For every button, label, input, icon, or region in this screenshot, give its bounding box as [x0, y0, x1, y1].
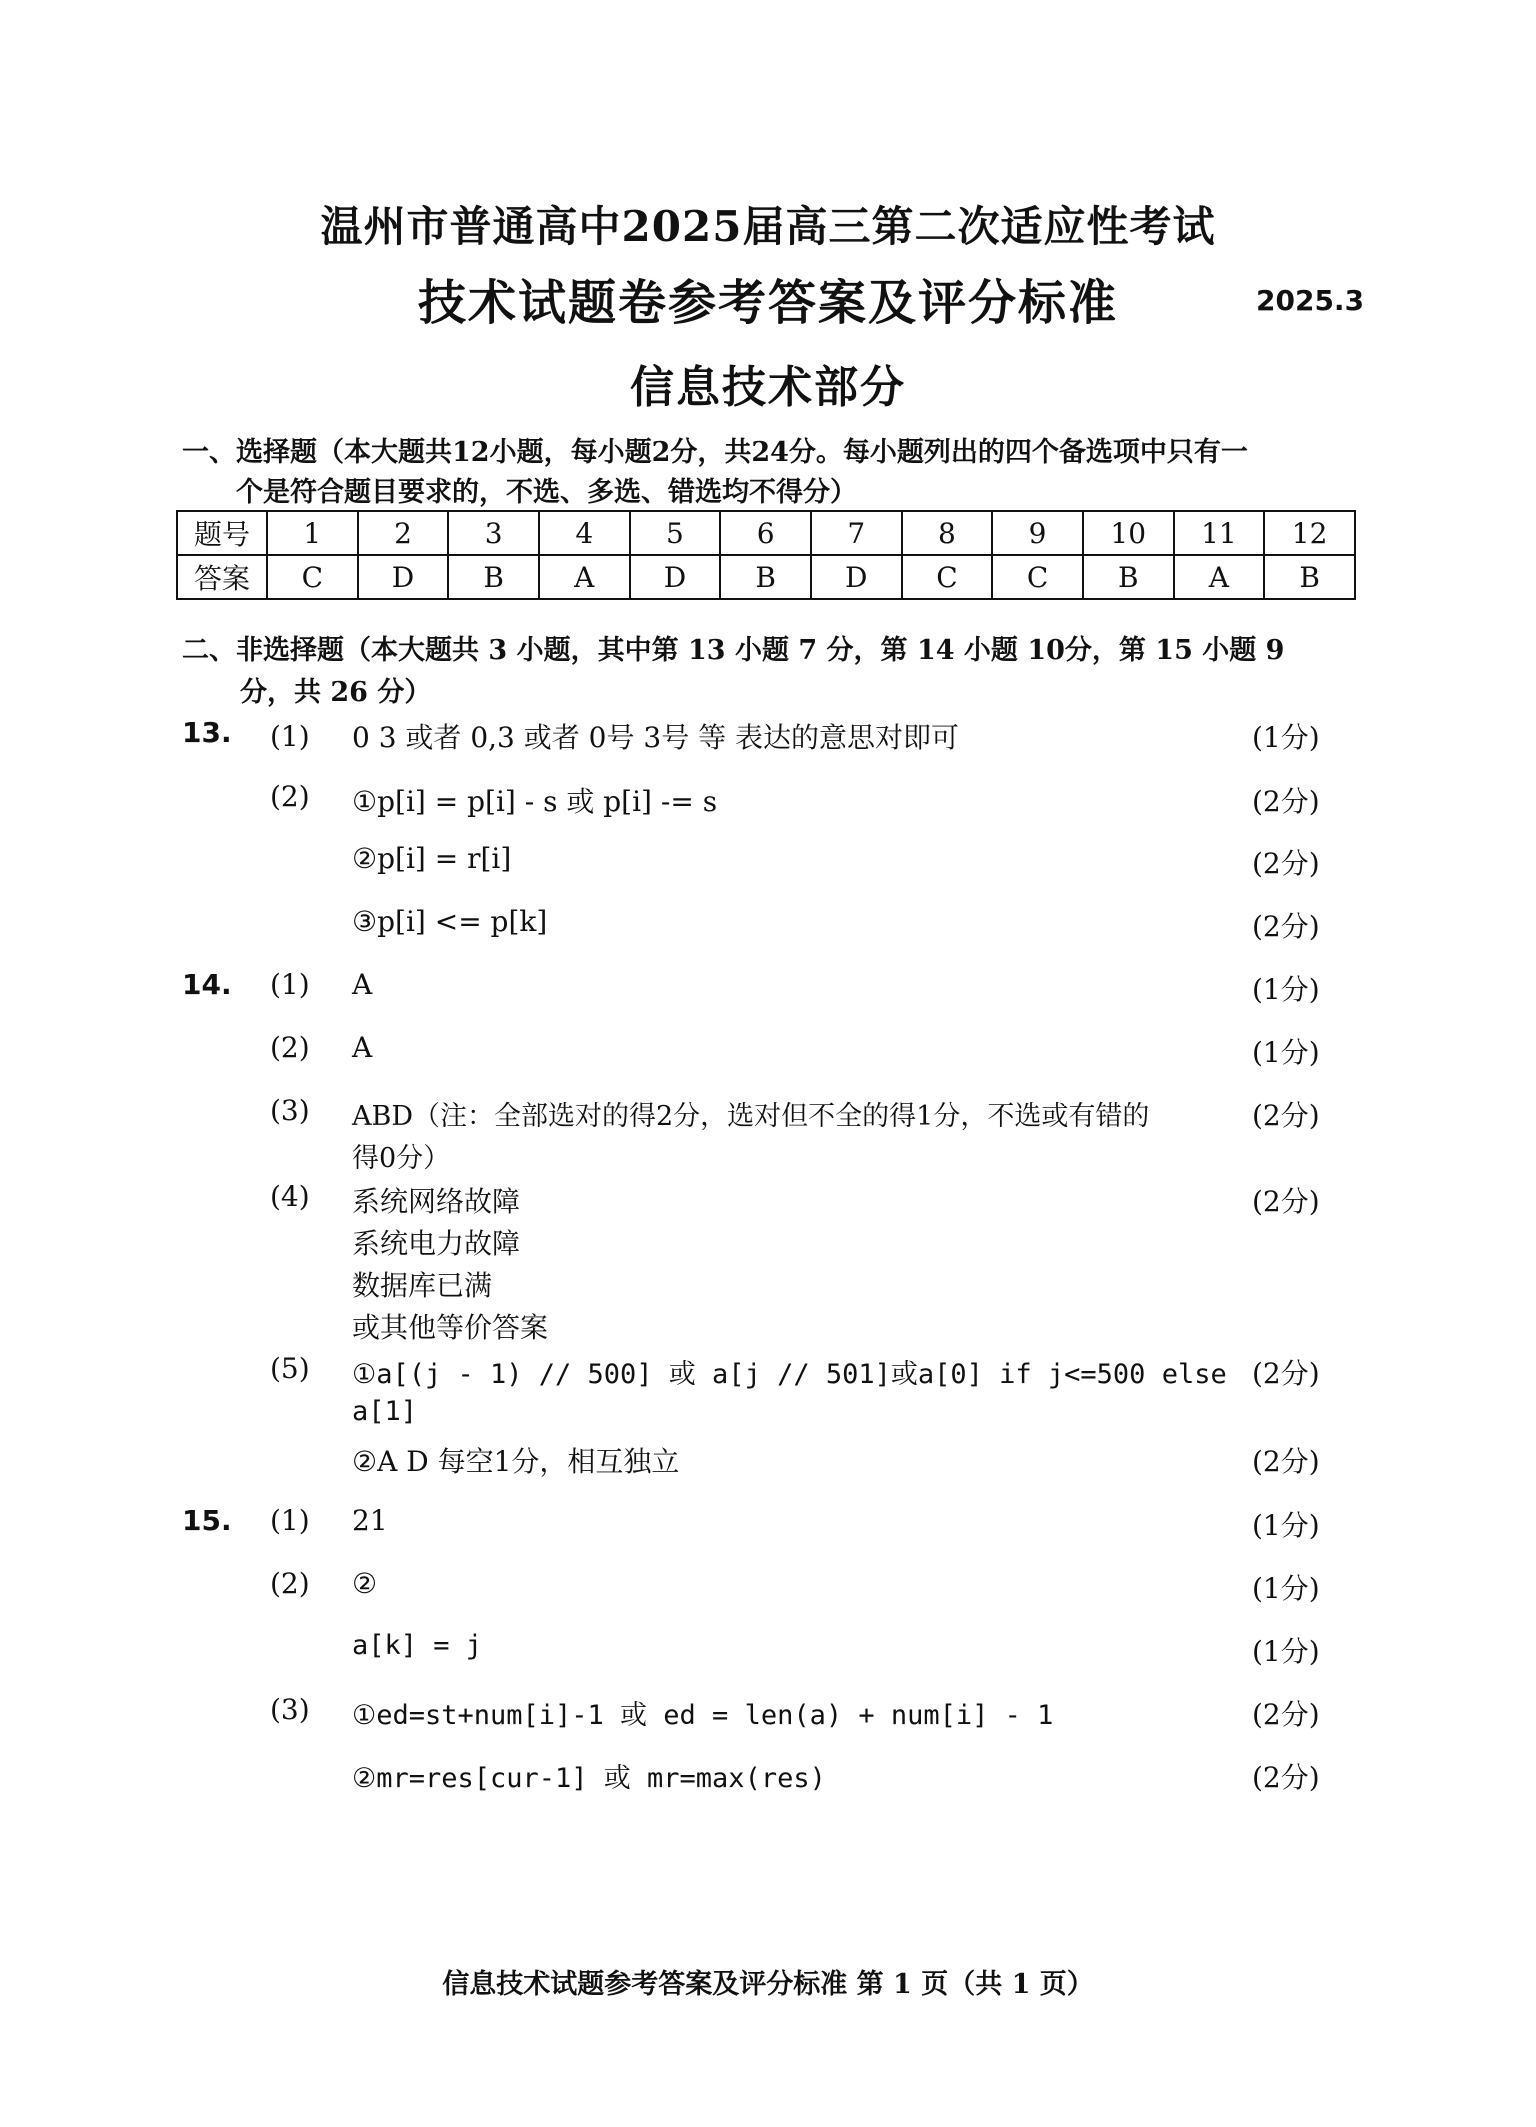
answer-text: ②p[i] = r[i]: [352, 842, 512, 875]
answer-line: 数据库已满: [352, 1269, 493, 1302]
table-cell: 8: [902, 511, 993, 555]
answer-text: ②: [352, 1567, 378, 1600]
answer-text: a[k] = j: [352, 1630, 483, 1661]
row-label-answer: 答案: [177, 555, 267, 599]
score: (2分): [1252, 847, 1320, 880]
section1-heading: 一、选择题（本大题共12小题，每小题2分，共24分。每小题列出的四个备选项中只有一: [182, 437, 1248, 468]
table-cell: 7: [811, 511, 902, 555]
section1-heading-cont: 个是符合题目要求的，不选、多选、错选均不得分）: [236, 477, 857, 508]
answer-text-cont: 得0分）: [352, 1143, 451, 1174]
score: (2分): [1252, 910, 1320, 943]
answer-line: 系统电力故障: [352, 1227, 521, 1260]
score: (2分): [1252, 1698, 1320, 1731]
section2-heading-cont: 分，共 26 分）: [240, 677, 432, 708]
table-cell: D: [358, 555, 449, 599]
table-cell: B: [448, 555, 539, 599]
answer-text: 0 3 或者 0,3 或者 0号 3号 等 表达的意思对即可: [352, 721, 959, 754]
answer-table: [176, 510, 1356, 600]
table-cell: 2: [358, 511, 449, 555]
answer-text: ③p[i] <= p[k]: [352, 905, 548, 938]
table-cell: 6: [720, 511, 811, 555]
document-title: 技术试题卷参考答案及评分标准: [417, 275, 1118, 331]
table-cell: A: [1174, 555, 1265, 599]
sub-label: (1): [270, 968, 310, 1001]
score: (2分): [1252, 1445, 1320, 1478]
score: (1分): [1252, 1509, 1320, 1542]
table-cell: 3: [448, 511, 539, 555]
exam-title: 温州市普通高中2025届高三第二次适应性考试: [320, 202, 1216, 251]
table-cell: C: [267, 555, 358, 599]
sub-label: (3): [270, 1094, 310, 1127]
table-cell: 11: [1174, 511, 1265, 555]
sub-label: (1): [270, 1504, 310, 1537]
table-cell: 12: [1264, 511, 1355, 555]
table-cell: 4: [539, 511, 630, 555]
answer-text: A: [352, 968, 373, 1001]
score: (2分): [1252, 1099, 1320, 1132]
sub-label: (3): [270, 1693, 310, 1726]
answer-text: ①p[i] = p[i] - s 或 p[i] -= s: [352, 785, 718, 818]
page-footer: 信息技术试题参考答案及评分标准 第 1 页（共 1 页）: [442, 1969, 1094, 2000]
sub-label: (4): [270, 1180, 310, 1213]
score: (1分): [1252, 721, 1320, 754]
answer-line: 系统网络故障: [352, 1185, 521, 1218]
score: (1分): [1252, 1036, 1320, 1069]
table-row-numbers: [177, 511, 1355, 555]
answer-text: ②A D 每空1分，相互独立: [352, 1445, 680, 1478]
table-cell: A: [539, 555, 630, 599]
score: (2分): [1252, 1185, 1320, 1218]
answer-text-cont: a[1]: [352, 1396, 418, 1427]
score: (2分): [1252, 1761, 1320, 1794]
answer-text: ①ed=st+num[i]-1 或 ed = len(a) + num[i] - 1: [352, 1700, 1054, 1731]
sub-label: (1): [270, 720, 310, 753]
table-cell: D: [630, 555, 721, 599]
answer-text: ABD（注：全部选对的得2分，选对但不全的得1分，不选或有错的: [352, 1101, 1150, 1132]
score: (2分): [1252, 1357, 1320, 1390]
score: (1分): [1252, 973, 1320, 1006]
table-cell: 5: [630, 511, 721, 555]
sub-label: (2): [270, 1031, 310, 1064]
section2-heading: 二、非选择题（本大题共 3 小题，其中第 13 小题 7 分，第 14 小题 10分，第 15 小题 9: [182, 635, 1285, 666]
row-label-number: 题号: [177, 511, 267, 555]
table-cell: 1: [267, 511, 358, 555]
subject-title: 信息技术部分: [630, 362, 906, 413]
answer-text: ①a[(j - 1) // 500] 或 a[j // 501]或a[0] if j<=500 else: [352, 1359, 1227, 1390]
question-number: 13.: [182, 716, 232, 749]
score: (1分): [1252, 1572, 1320, 1605]
question-number: 15.: [182, 1504, 232, 1537]
answer-text: A: [352, 1031, 373, 1064]
table-cell: 10: [1083, 511, 1174, 555]
answer-text: 21: [352, 1504, 388, 1537]
sub-label: (5): [270, 1352, 310, 1385]
table-cell: B: [720, 555, 811, 599]
sub-label: (2): [270, 1567, 310, 1600]
question-number: 14.: [182, 968, 232, 1001]
score: (2分): [1252, 785, 1320, 818]
table-cell: B: [1264, 555, 1355, 599]
sub-label: (2): [270, 780, 310, 813]
answer-line: 或其他等价答案: [352, 1311, 549, 1344]
document-date: 2025.3: [1256, 284, 1365, 317]
score: (1分): [1252, 1635, 1320, 1668]
table-cell: B: [1083, 555, 1174, 599]
table-row-answers: [177, 555, 1355, 599]
table-cell: 9: [992, 511, 1083, 555]
answer-text: ②mr=res[cur-1] 或 mr=max(res): [352, 1763, 826, 1794]
table-cell: D: [811, 555, 902, 599]
table-cell: C: [992, 555, 1083, 599]
table-cell: C: [902, 555, 993, 599]
